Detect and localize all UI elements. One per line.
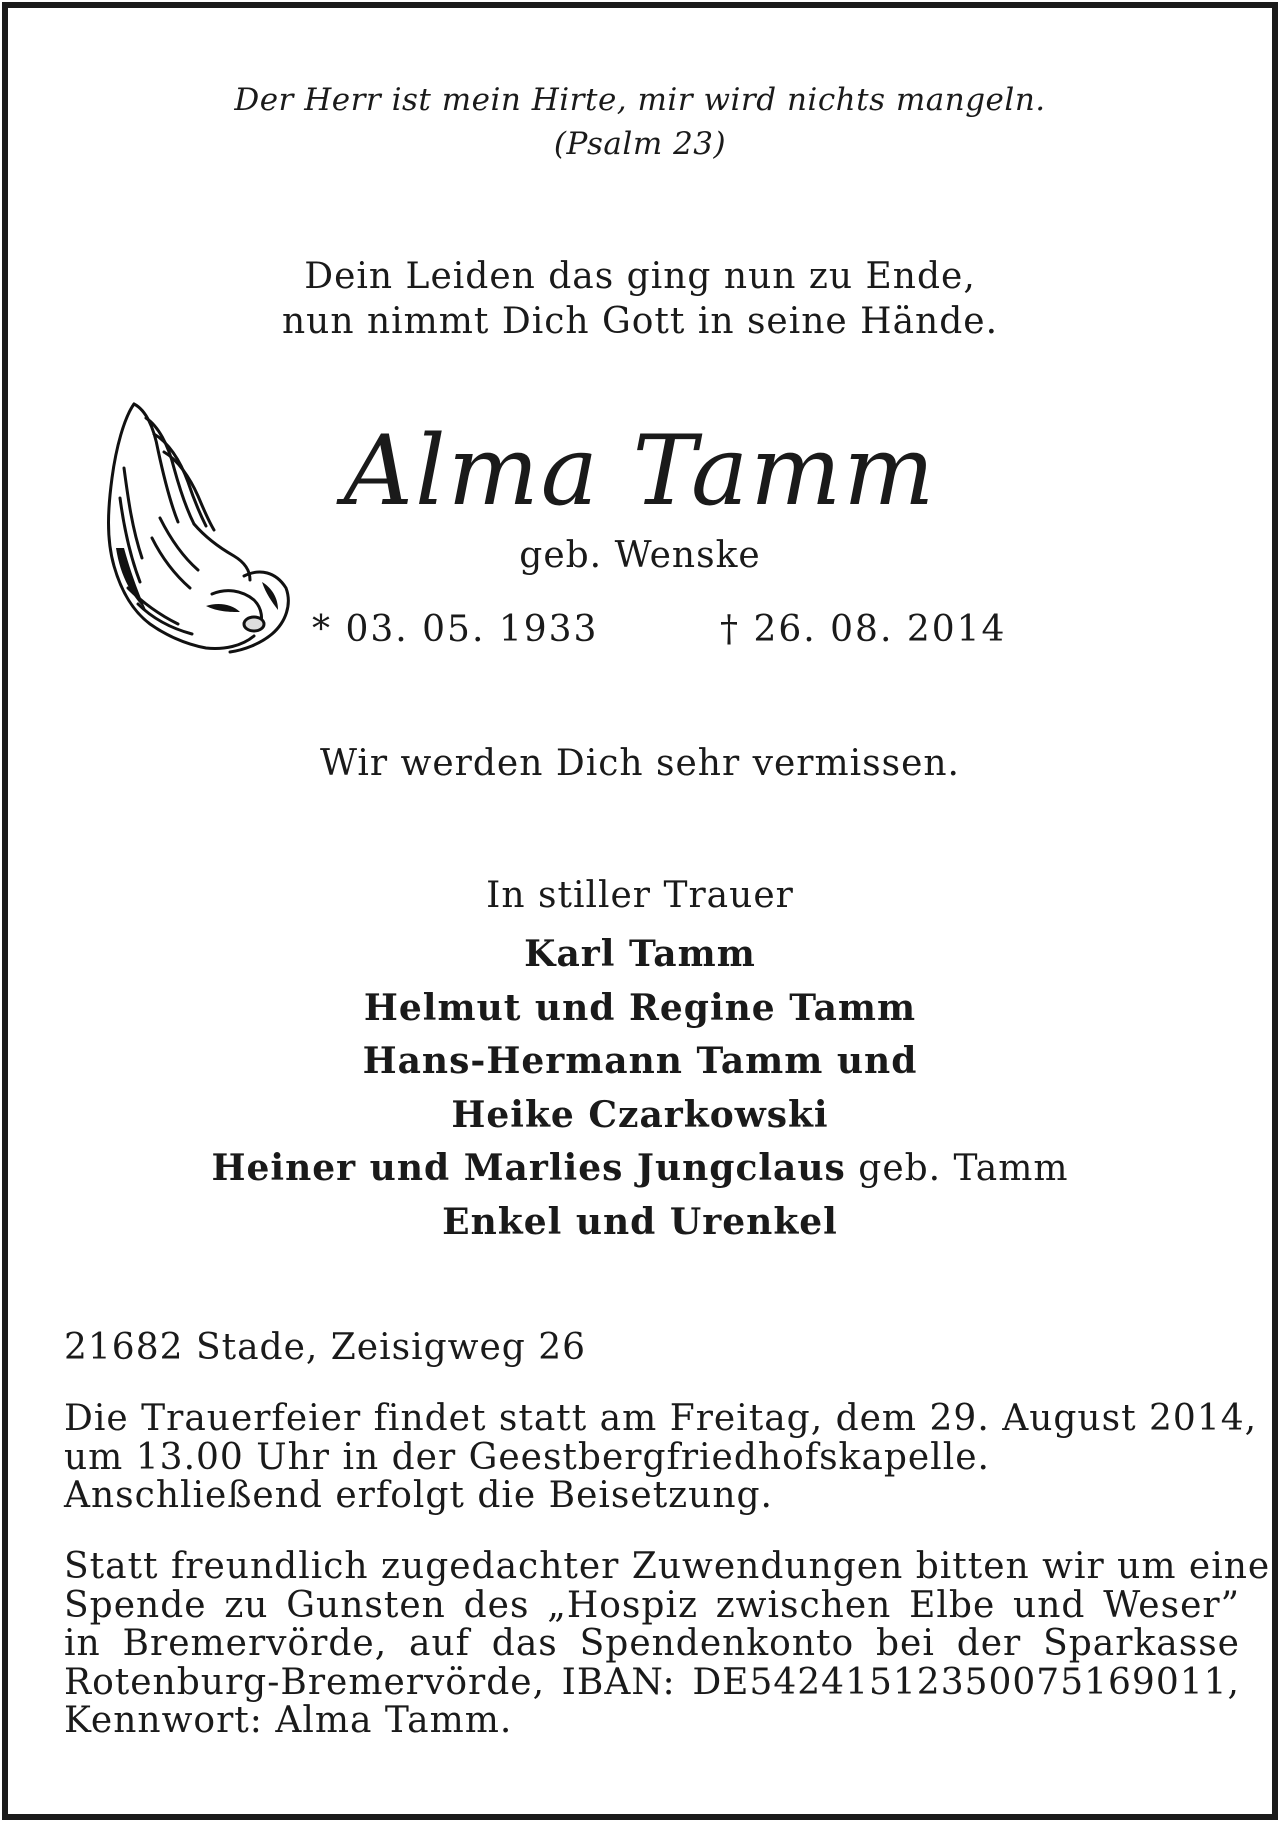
verse-line-2: (Psalm 23) [553,126,727,162]
mourner-line: Hans-Hermann Tamm und [362,1040,918,1082]
maiden-name: geb. Wenske [519,535,761,576]
funeral-info-line: um 13.00 Uhr in der Geestbergfriedhofskapelle. [64,1436,990,1478]
mourner-line: Enkel und Urenkel [442,1200,838,1243]
funeral-info [64,1398,1258,1516]
mourning-intro: In stiller Trauer [486,875,794,916]
donation-info-line: in Bremervörde, auf das Spendenkonto bei der Sparkasse [64,1623,1240,1664]
donation-info-line: Kennwort: Alma Tamm. [64,1700,513,1741]
mourner-line: Helmut und Regine Tamm [363,986,917,1029]
deceased-name: Alma Tamm [343,415,937,527]
family-address: 21682 Stade, Zeisigweg 26 [64,1327,587,1368]
funeral-info-line: Anschließend erfolgt die Beisetzung. [64,1475,773,1516]
mourner-line: Heike Czarkowski [451,1093,829,1136]
donation-info [64,1546,1271,1741]
farewell-message: Wir werden Dich sehr vermissen. [319,743,960,784]
mourner-line: Heiner und Marlies Jungclaus geb. Tamm [211,1147,1069,1189]
death-date: † 26. 08. 2014 [720,609,1007,650]
bible-verse [8,78,1272,166]
donation-info-line: Spende zu Gunsten des „Hospiz zwischen Elbe und Weser” [64,1584,1240,1626]
donation-info-line: Rotenburg-Bremervörde, IBAN: DE54241512350075169011, [64,1661,1240,1703]
rhyme-line-1: Dein Leiden das ging nun zu Ende, [304,256,976,297]
donation-info-line: Statt freundlich zugedachter Zuwendungen bitten wir um eine [64,1546,1271,1587]
verse-line-1: Der Herr ist mein Hirte, mir wird nichts mangeln. [234,82,1046,118]
obituary-frame [2,2,1278,1820]
birth-date: * 03. 05. 1933 [312,609,599,650]
funeral-info-line: Die Trauerfeier findet statt am Freitag, dem 29. August 2014, [64,1398,1258,1439]
rhyme-line-2: nun nimmt Dich Gott in seine Hände. [281,301,999,342]
mourner-line: Karl Tamm [524,933,756,975]
mourners-list [8,928,1272,1249]
memorial-rhyme [8,254,1272,344]
